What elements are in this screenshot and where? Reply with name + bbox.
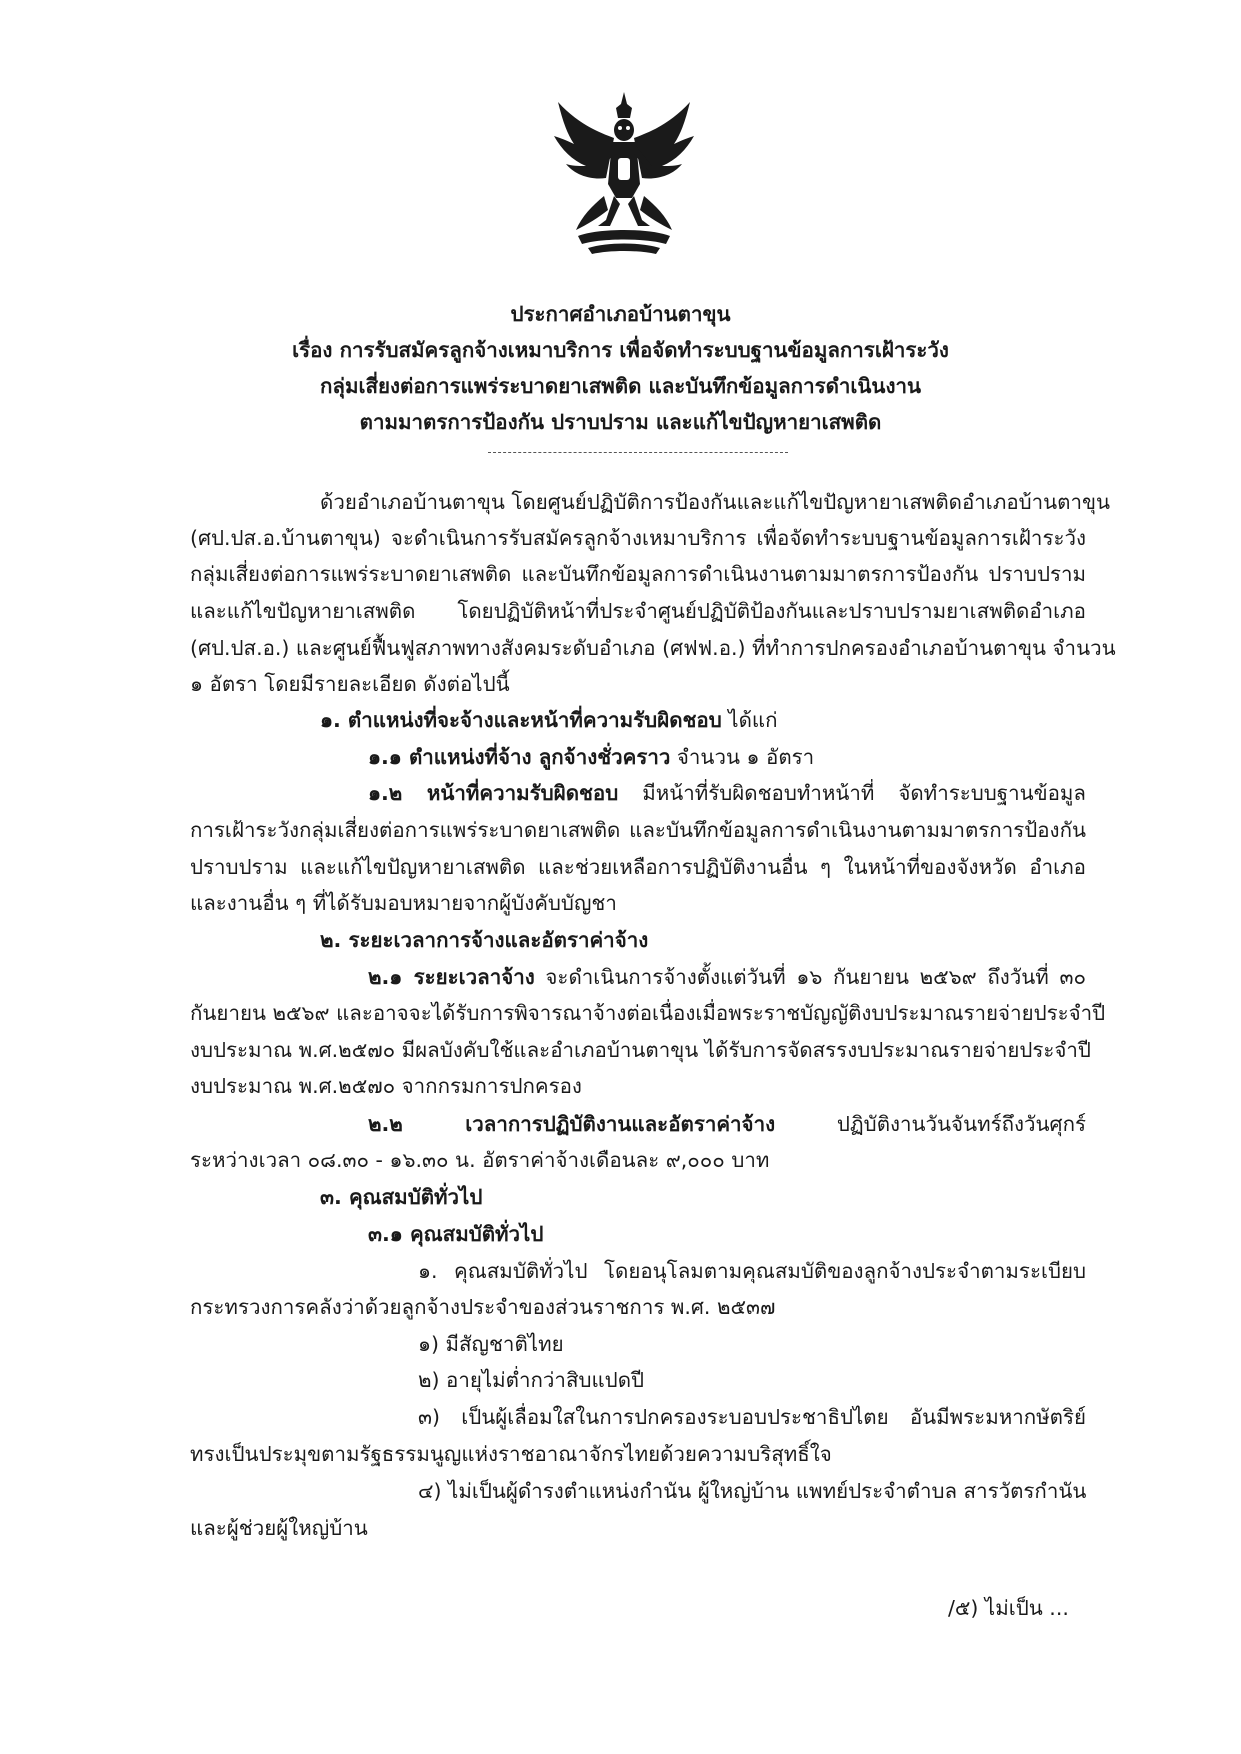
intro-line-5: (ศป.ปส.อ.) และศูนย์ฟื้นฟูสภาพทางสังคมระดับอำเภอ (ศฟฟ.อ.) ที่ทำการปกครองอำเภอบ้านตาขุน จำนวน [190,636,1116,660]
item-1-2-label: ๑.๒ หน้าที่ความรับผิดชอบ [368,781,619,805]
item-2-1-line-1 [368,963,1086,991]
separator-line [488,452,788,453]
item-2-2-text: ปฏิบัติงานวันจันทร์ถึงวันศุกร์ [775,1112,1086,1136]
qualification-item-4-line-2: และผู้ช่วยผู้ใหญ่บ้าน [190,1516,368,1540]
intro-line-6: ๑ อัตรา โดยมีรายละเอียด ดังต่อไปนี้ [190,672,510,696]
item-1-1-text: จำนวน ๑ อัตรา [670,745,815,769]
announcement-title: ประกาศอำเภอบ้านตาขุน [510,302,731,326]
item-1-2-line-1 [368,779,1086,807]
section-2-heading: ๒. ระยะเวลาการจ้างและอัตราค่าจ้าง [320,928,649,952]
page-continuation: /๕) ไม่เป็น ... [948,1596,1069,1620]
section-1-heading [320,706,778,734]
item-2-1-label: ๒.๑ ระยะเวลาจ้าง [368,965,535,989]
item-2-1-line-4: งบประมาณ พ.ศ.๒๕๗๐ จากกรมการปกครอง [190,1074,582,1098]
item-2-2-line-2: ระหว่างเวลา ๐๘.๓๐ - ๑๖.๓๐ น. อัตราค่าจ้างเดือนละ ๙,๐๐๐ บาท [190,1148,770,1172]
item-2-1-text: จะดำเนินการจ้างตั้งแต่วันที่ ๑๖ กันยายน ๒๕๖๙ ถึงวันที่ ๓๐ [534,965,1086,989]
general-line-1: ๑. คุณสมบัติทั่วไป โดยอนุโลมตามคุณสมบัติของลูกจ้างประจำตามระเบียบ [418,1259,1086,1283]
item-2-2-line-1 [368,1110,1086,1138]
item-1-2-line-4: และงานอื่น ๆ ที่ได้รับมอบหมายจากผู้บังคับบัญชา [190,891,617,915]
section-1-title: ๑. ตำแหน่งที่จะจ้างและหน้าที่ความรับผิดชอบ [320,708,722,732]
section-3-heading: ๓. คุณสมบัติทั่วไป [320,1185,483,1209]
intro-line-1: ด้วยอำเภอบ้านตาขุน โดยศูนย์ปฏิบัติการป้องกันและแก้ไขปัญหายาเสพติดอำเภอบ้านตาขุน [320,490,1111,514]
item-1-1-label: ๑.๑ ตำแหน่งที่จ้าง ลูกจ้างชั่วคราว [368,745,671,769]
item-1-2-line-3: ปราบปราม และแก้ไขปัญหายาเสพติด และช่วยเหลือการปฏิบัติงานอื่น ๆ ในหน้าที่ของจังหวัด อำเภอ [190,855,1086,879]
intro-line-3: กลุ่มเสี่ยงต่อการแพร่ระบาดยาเสพติด และบันทึกข้อมูลการดำเนินงานตามมาตรการป้องกัน ปราบปราม [190,562,1086,586]
qualification-item-2: ๒) อายุไม่ต่ำกว่าสิบแปดปี [418,1368,645,1392]
item-2-2-label: ๒.๒ เวลาการปฏิบัติงานและอัตราค่าจ้าง [368,1112,776,1136]
item-2-1-line-3: งบประมาณ พ.ศ.๒๕๗๐ มีผลบังคับใช้และอำเภอบ้านตาขุน ได้รับการจัดสรรงบประมาณรายจ่ายประจำปี [190,1038,1091,1062]
qualification-item-4-line-1: ๔) ไม่เป็นผู้ดำรงตำแหน่งกำนัน ผู้ใหญ่บ้าน แพทย์ประจำตำบล สารวัตรกำนัน [418,1479,1087,1503]
general-line-2: กระทรวงการคลังว่าด้วยลูกจ้างประจำของส่วนราชการ พ.ศ. ๒๕๓๗ [190,1295,776,1319]
qualification-item-3-line-2: ทรงเป็นประมุขตามรัฐธรรมนูญแห่งราชอาณาจักรไทยด้วยความบริสุทธิ์ใจ [190,1442,832,1466]
item-1-2-text: มีหน้าที่รับผิดชอบทำหน้าที่ จัดทำระบบฐานข้อมูล [618,781,1086,805]
qualification-item-3-line-1: ๓) เป็นผู้เลื่อมใสในการปกครองระบอบประชาธิปไตย อันมีพระมหากษัตริย์ [418,1405,1086,1429]
item-2-1-line-2: กันยายน ๒๕๖๙ และอาจจะได้รับการพิจารณาจ้างต่อเนื่องเมื่อพระราชบัญญัติงบประมาณรายจ่ายประจำปี [190,1001,1106,1025]
subject-line-1: เรื่อง การรับสมัครลูกจ้างเหมาบริการ เพื่อจัดทำระบบฐานข้อมูลการเฝ้าระวัง [292,338,949,362]
subject-line-2: กลุ่มเสี่ยงต่อการแพร่ระบาดยาเสพติด และบันทึกข้อมูลการดำเนินงาน [320,374,921,398]
section-1-suffix: ได้แก่ [721,708,778,732]
intro-line-2: (ศป.ปส.อ.บ้านตาขุน) จะดำเนินการรับสมัครลูกจ้างเหมาบริการ เพื่อจัดทำระบบฐานข้อมูลการเฝ้าระวัง [190,526,1086,550]
qualification-item-1: ๑) มีสัญชาติไทย [418,1332,564,1356]
intro-line-4: และแก้ไขปัญหายาเสพติด โดยปฏิบัติหน้าที่ประจำศูนย์ปฏิบัติป้องกันและปราบปรามยาเสพติดอำเภอ [190,599,1086,623]
item-1-1 [368,743,814,771]
subject-line-3: ตามมาตรการป้องกัน ปราบปราม และแก้ไขปัญหายาเสพติด [359,410,882,434]
section-3-1-heading: ๓.๑ คุณสมบัติทั่วไป [368,1222,544,1246]
item-1-2-line-2: การเฝ้าระวังกลุ่มเสี่ยงต่อการแพร่ระบาดยาเสพติด และบันทึกข้อมูลการดำเนินงานตามมาตรการป้องกัน [190,818,1086,842]
garuda-emblem [548,88,700,260]
